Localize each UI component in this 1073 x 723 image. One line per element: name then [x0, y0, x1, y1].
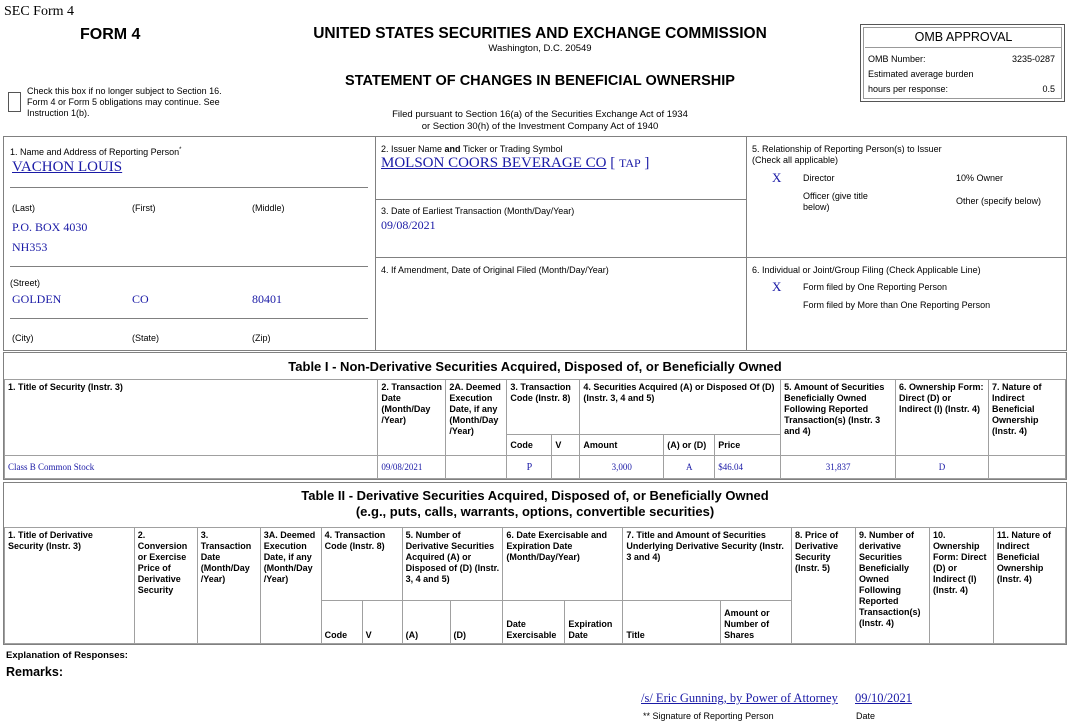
t1-subcol-v: V [552, 435, 580, 456]
filed-pursuant [300, 109, 780, 133]
omb-hours-label: hours per response: [868, 84, 949, 94]
section16-text: Check this box if no longer subject to Section 16. Form 4 or Form 5 obligations may continue. See Instruction 1(b). [27, 86, 222, 118]
t2-col-date-exercisable: 6. Date Exercisable and Expiration Date (Month/Day/Year) [503, 528, 623, 601]
table-row [5, 456, 1066, 479]
box2-label-a: 2. Issuer Name [381, 144, 445, 154]
box5-sublabel: (Check all applicable) [752, 155, 839, 165]
omb-number: 3235-0287 [1011, 54, 1055, 64]
t1-cell-a-or-d: A [664, 456, 715, 479]
t1-col-amount-owned: 5. Amount of Securities Beneficially Owned Following Reported Transaction(s) (Instr. 3 and 4) [781, 380, 896, 456]
statement-title: STATEMENT OF CHANGES IN BENEFICIAL OWNERSHIP [345, 73, 735, 89]
signature-date-link[interactable]: 09/10/2021 [855, 691, 912, 705]
reporting-person-name-link[interactable]: VACHON LOUIS [12, 159, 123, 175]
t1-subcol-a-or-d: (A) or (D) [664, 435, 715, 456]
omb-hours: 0.5 [1042, 84, 1055, 94]
omb-title: OMB APPROVAL [914, 30, 1013, 44]
ticker-close-bracket: ] [644, 155, 650, 171]
address-line-2: NH353 [12, 240, 48, 254]
t2-subcol-a: (A) [402, 601, 450, 644]
table2-title-line2: (e.g., puts, calls, warrants, options, convertible securities) [355, 504, 715, 519]
omb-burden-label: Estimated average burden [868, 69, 974, 79]
state-label: (State) [132, 333, 160, 343]
explanation-label: Explanation of Responses: [6, 650, 128, 661]
box2-label-b: Ticker or Trading Symbol [460, 144, 563, 154]
director-label: Director [803, 173, 835, 183]
t2-subcol-title: Title [623, 601, 721, 644]
t1-cell-form: D [896, 456, 989, 479]
individual-filing-mark: X [772, 279, 782, 294]
omb-approval-box [860, 24, 1065, 102]
t1-subcol-code: Code [507, 435, 552, 456]
t2-col-number-owned: 9. Number of derivative Securities Beneficially Owned Following Reported Transaction(s) (Instr. 4) [856, 528, 930, 644]
t1-cell-date: 09/08/2021 [378, 456, 446, 479]
one-person-label: Form filed by One Reporting Person [803, 282, 948, 292]
middle-label: (Middle) [252, 203, 285, 213]
issuer-name-link[interactable]: MOLSON COORS BEVERAGE CO [381, 155, 607, 171]
table2-title-line1: Table II - Derivative Securities Acquired, Disposed of, or Beneficially Owned [301, 488, 769, 503]
t1-cell-amount: 3,000 [580, 456, 664, 479]
form-title: FORM 4 [80, 26, 141, 43]
city-value: GOLDEN [12, 292, 62, 306]
t2-col-deemed-date: 3A. Deemed Execution Date, if any (Month/Day /Year) [260, 528, 321, 644]
t1-col-title-security: 1. Title of Security (Instr. 3) [5, 380, 378, 456]
box4-label: 4. If Amendment, Date of Original Filed (Month/Day/Year) [381, 265, 609, 275]
ticker-symbol[interactable]: TAP [618, 156, 641, 170]
filed-line-1: Filed pursuant to Section 16(a) of the Securities Exchange Act of 1934 [392, 109, 688, 120]
t2-col-underlying: 7. Title and Amount of Securities Underlying Derivative Security (Instr. 3 and 4) [623, 528, 792, 601]
t1-col-transaction-code: 3. Transaction Code (Instr. 8) [507, 380, 580, 435]
t1-col-transaction-date: 2. Transaction Date (Month/Day /Year) [378, 380, 446, 456]
ten-percent-owner-label: 10% Owner [956, 173, 1004, 183]
first-label: (First) [132, 203, 156, 213]
t2-subcol-v: V [362, 601, 402, 644]
box6-label: 6. Individual or Joint/Group Filing (Check Applicable Line) [752, 265, 981, 275]
officer-label: Officer (give title below) [803, 191, 868, 212]
table1-title: Table I - Non-Derivative Securities Acquired, Disposed of, or Beneficially Owned [288, 359, 782, 374]
box2-label-and: and [444, 144, 461, 154]
t2-col-transaction-code: 4. Transaction Code (Instr. 8) [321, 528, 402, 601]
box1-label [10, 145, 181, 158]
t1-cell-price: $46.04 [715, 456, 781, 479]
t2-subcol-amount-shares: Amount or Number of Shares [721, 601, 792, 644]
last-label: (Last) [12, 203, 36, 213]
omb-number-label: OMB Number: [868, 54, 926, 64]
t2-subcol-code: Code [321, 601, 362, 644]
earliest-transaction-date: 09/08/2021 [381, 218, 436, 232]
t2-col-ownership-form: 10. Ownership Form: Direct (D) or Indirect (I) (Instr. 4) [929, 528, 993, 644]
box2-label [381, 144, 563, 155]
filed-line-2: or Section 30(h) of the Investment Company Act of 1940 [421, 121, 659, 132]
remarks-label: Remarks: [6, 665, 63, 679]
t1-cell-v [552, 456, 580, 479]
agency-name: UNITED STATES SECURITIES AND EXCHANGE COMMISSION [313, 25, 767, 42]
other-label: Other (specify below) [956, 196, 1042, 206]
signature-link[interactable]: /s/ Eric Gunning, by Power of Attorney [641, 691, 838, 705]
t2-col-conversion-price: 2. Conversion or Exercise Price of Derivative Security [134, 528, 197, 644]
director-mark: X [772, 170, 782, 185]
street-label: (Street) [10, 278, 41, 288]
box3-label: 3. Date of Earliest Transaction (Month/Day/Year) [381, 206, 575, 216]
t1-col-securities-acquired: 4. Securities Acquired (A) or Disposed Of (D) (Instr. 3, 4 and 5) [580, 380, 781, 435]
zip-label: (Zip) [252, 333, 271, 343]
t2-subcol-expiration: Expiration Date [565, 601, 623, 644]
t1-cell-code: P [507, 456, 552, 479]
box1-label-text: 1. Name and Address of Reporting Person [10, 147, 180, 157]
t2-subcol-d: (D) [450, 601, 503, 644]
city-label: (City) [12, 333, 34, 343]
address-line-1: P.O. BOX 4030 [12, 220, 88, 234]
t2-col-nature: 11. Nature of Indirect Beneficial Ownership (Instr. 4) [993, 528, 1065, 644]
sec-form-label: SEC Form 4 [4, 4, 75, 19]
state-value: CO [132, 292, 149, 306]
table1 [4, 379, 1066, 479]
t2-col-transaction-date: 3. Transaction Date (Month/Day /Year) [197, 528, 260, 644]
t2-col-price: 8. Price of Derivative Security (Instr. 5) [792, 528, 856, 644]
section16-checkbox[interactable] [8, 92, 21, 112]
t1-subcol-amount: Amount [580, 435, 664, 456]
date-label: Date [856, 711, 876, 721]
table2 [4, 527, 1066, 644]
table2-title [3, 488, 1067, 520]
t1-col-ownership-form: 6. Ownership Form: Direct (D) or Indirect (I) (Instr. 4) [896, 380, 989, 456]
box1-asterisk: * [179, 147, 182, 153]
t1-cell-owned: 31,837 [781, 456, 896, 479]
t1-cell-deemed [446, 456, 507, 479]
issuer-line [381, 155, 649, 172]
ticker-open-bracket: [ [610, 155, 616, 171]
box5-label: 5. Relationship of Reporting Person(s) to Issuer [752, 144, 942, 154]
zip-value: 80401 [252, 292, 282, 306]
t1-cell-title: Class B Common Stock [5, 456, 378, 479]
t2-subcol-date-exercisable: Date Exercisable [503, 601, 565, 644]
t1-col-nature-ownership: 7. Nature of Indirect Beneficial Ownership (Instr. 4) [988, 380, 1065, 456]
signature-label: ** Signature of Reporting Person [643, 711, 774, 721]
t1-col-deemed-date: 2A. Deemed Execution Date, if any (Month/Day /Year) [446, 380, 507, 456]
agency-city: Washington, D.C. 20549 [488, 43, 592, 54]
t1-cell-nature [988, 456, 1065, 479]
more-persons-label: Form filed by More than One Reporting Person [803, 300, 991, 310]
t2-col-number-derivative: 5. Number of Derivative Securities Acquired (A) or Disposed of (D) (Instr. 3, 4 and 5) [402, 528, 503, 601]
t2-col-title: 1. Title of Derivative Security (Instr. 3) [5, 528, 135, 644]
t1-subcol-price: Price [715, 435, 781, 456]
